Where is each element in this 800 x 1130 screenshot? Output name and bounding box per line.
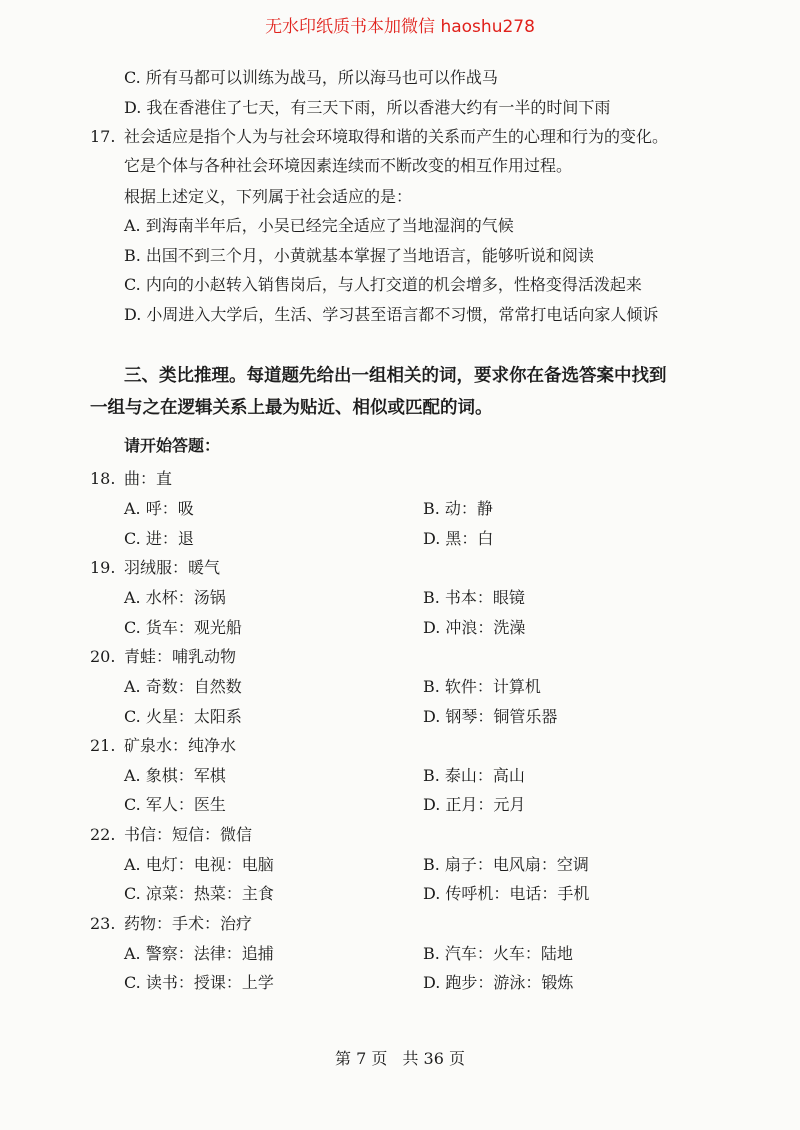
question-number: 19. — [90, 558, 116, 577]
option-b: B. 扇子：电风扇：空调 — [423, 855, 589, 874]
option-c: C. 货车：观光船 — [124, 618, 242, 637]
option-d: D. 钢琴：铜管乐器 — [423, 707, 558, 726]
question-stem: 羽绒服：暖气 — [124, 558, 221, 577]
question-number: 23. — [90, 914, 116, 933]
option-c: C. 读书：授课：上学 — [124, 973, 274, 992]
option-a: A. 水杯：汤锅 — [124, 588, 226, 607]
option-d: D. 黑：白 — [423, 529, 494, 548]
option-a: A. 电灯：电视：电脑 — [124, 855, 274, 874]
option-a: A. 象棋：军棋 — [124, 766, 226, 785]
option-b: B. 书本：眼镜 — [423, 588, 525, 607]
question-number: 20. — [90, 647, 116, 666]
q17-prompt: 根据上述定义，下列属于社会适应的是： — [124, 187, 413, 206]
option-d: D. 冲浪：洗澡 — [423, 618, 526, 637]
option-a: A. 警察：法律：追捕 — [124, 944, 274, 963]
option-c: C. 凉菜：热菜：主食 — [124, 884, 274, 903]
question-stem: 矿泉水：纯净水 — [124, 736, 237, 755]
q17-option-a: A. 到海南半年后，小吴已经完全适应了当地湿润的气候 — [124, 216, 514, 235]
q16-option-c: C. 所有马都可以训练为战马，所以海马也可以作战马 — [124, 68, 498, 87]
q16-option-d: D. 我在香港住了七天，有三天下雨，所以香港大约有一半的时间下雨 — [124, 98, 611, 117]
q17-number: 17. — [90, 127, 116, 146]
q17-option-b: B. 出国不到三个月，小黄就基本掌握了当地语言，能够听说和阅读 — [124, 246, 594, 265]
option-d: D. 跑步：游泳：锻炼 — [423, 973, 574, 992]
option-b: B. 动：静 — [423, 499, 493, 518]
question-stem: 书信：短信：微信 — [124, 825, 253, 844]
question-number: 18. — [90, 469, 116, 488]
watermark-text: 无水印纸质书本加微信 haoshu278 — [265, 17, 535, 37]
question-stem: 曲：直 — [124, 469, 173, 488]
option-b: B. 泰山：高山 — [423, 766, 525, 785]
option-a: A. 呼：吸 — [124, 499, 194, 518]
page-total: 共 36 页 — [402, 1049, 465, 1068]
option-d: D. 传呼机：电话：手机 — [423, 884, 590, 903]
start-prompt: 请开始答题： — [124, 436, 221, 455]
q17-option-d: D. 小周进入大学后，生活、学习甚至语言都不习惯，常常打电话向家人倾诉 — [124, 305, 659, 324]
option-c: C. 进：退 — [124, 529, 194, 548]
section-title-line1: 三、类比推理。每道题先给出一组相关的词，要求你在备选答案中找到 — [124, 366, 667, 386]
option-a: A. 奇数：自然数 — [124, 677, 242, 696]
question-number: 22. — [90, 825, 116, 844]
section-title-line2: 一组与之在逻辑关系上最为贴近、相似或匹配的词。 — [90, 398, 493, 418]
question-number: 21. — [90, 736, 116, 755]
q17-text-line2: 它是个体与各种社会环境因素连续而不断改变的相互作用过程。 — [124, 156, 573, 175]
option-b: B. 软件：计算机 — [423, 677, 541, 696]
page-footer — [0, 1046, 800, 1069]
page-number: 第 7 页 — [335, 1049, 388, 1068]
q17-option-c: C. 内向的小赵转入销售岗后，与人打交道的机会增多，性格变得活泼起来 — [124, 275, 642, 294]
option-c: C. 军人：医生 — [124, 795, 226, 814]
option-b: B. 汽车：火车：陆地 — [423, 944, 573, 963]
q17-text-line1: 社会适应是指个人为与社会环境取得和谐的关系而产生的心理和行为的变化。 — [124, 127, 669, 146]
option-d: D. 正月：元月 — [423, 795, 526, 814]
question-stem: 青蛙：哺乳动物 — [124, 647, 237, 666]
option-c: C. 火星：太阳系 — [124, 707, 242, 726]
question-stem: 药物：手术：治疗 — [124, 914, 253, 933]
